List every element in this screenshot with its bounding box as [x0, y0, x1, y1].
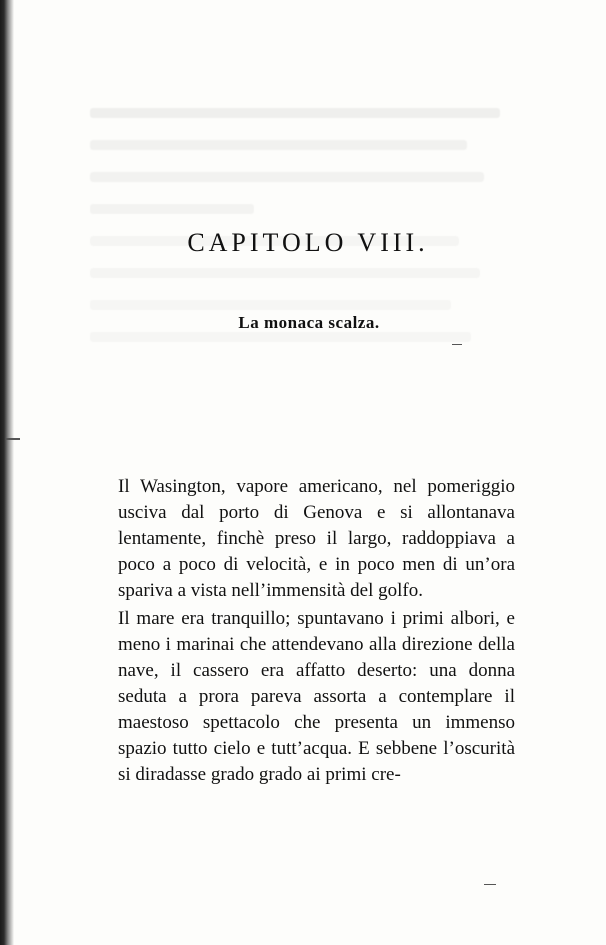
stray-mark [452, 344, 462, 345]
paragraph-2: Il mare era tranquillo; spuntavano i primi albori, e meno i marinai che attendevano alla direzione della nave, il cassero era affatto deserto: una donna seduta a prora pareva assorta a contemplare il maestoso spettacolo che presenta un immenso spazio tutto cielo e tutt’acqua. E sebbene l’oscurità si diradasse grado grado ai primi cre- [118, 608, 515, 785]
chapter-body [118, 474, 515, 788]
chapter-title: La monaca scalza. [238, 313, 380, 332]
binding-shadow [0, 0, 14, 945]
stray-mark-bottom [484, 884, 496, 885]
paragraph-1: Il Wasington, vapore americano, nel pomeriggio usciva dal porto di Genova e si allontanava lentamente, finchè preso il largo, raddoppiava a poco a poco di velocità, e in poco men di un’ora spariva a vista nell’immensità del golfo. [118, 476, 515, 601]
chapter-heading: CAPITOLO VIII. [187, 228, 429, 257]
binding-mark [6, 438, 20, 440]
